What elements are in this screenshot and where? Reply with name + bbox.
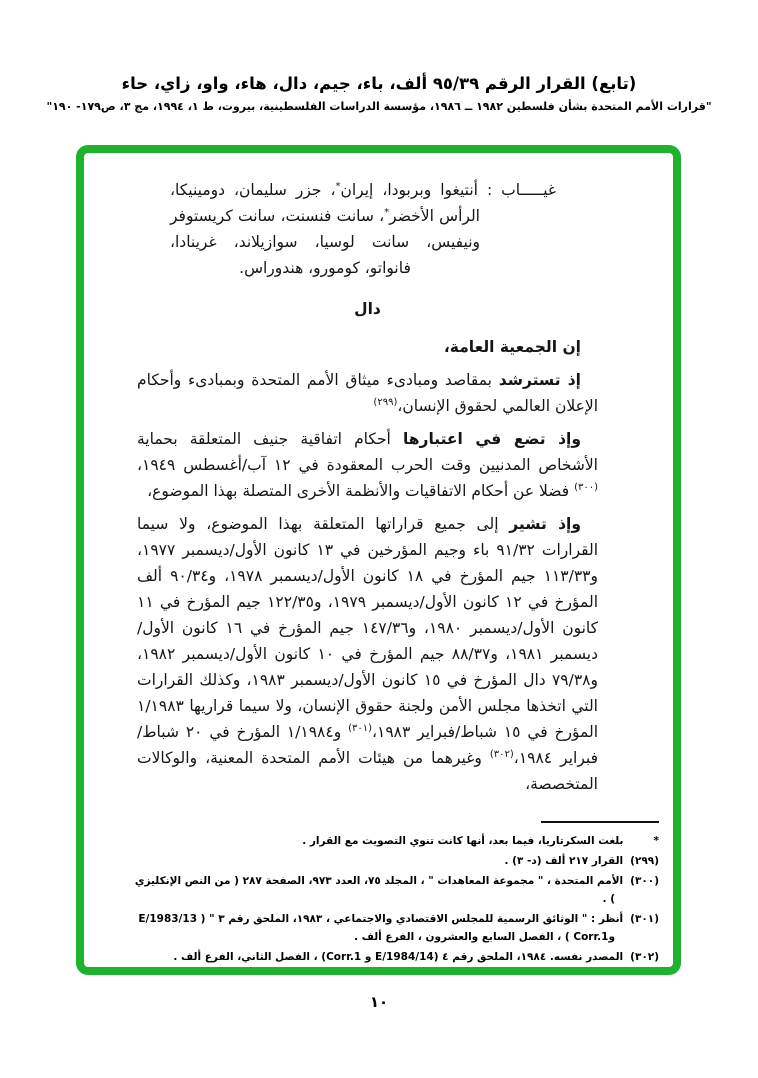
text-run: وإذ تضع في اعتبارها [402, 430, 581, 448]
body-paragraph [137, 426, 598, 504]
footnote [129, 832, 659, 850]
footnote-text: القرار ٢١٧ ألف (د- ٣) . [504, 855, 624, 867]
paragraph-list [137, 334, 598, 797]
absence-label: غيـــــاب : [477, 181, 556, 199]
footnote-reference: (٣٠٠) [574, 481, 598, 493]
text-run: ، سانت فنسنت، سانت كريستوفر ونيفيس، سانت لوسيا، سوازيلاند، غرينادا، فانواتو، كومورو، هندوراس. [170, 207, 480, 277]
section-heading-dal: دال [354, 300, 381, 318]
text-run: و١/١٩٨٤ المؤرخ في ٢٠ شباط/فبراير ١٩٨٤، [137, 723, 598, 767]
footnote-text: أنظر : " الوثائق الرسمية للمجلس الاقتصادي والاجتماعي ، ١٩٨٣، الملحق رقم ٣ " ( E/1983/13 وCorr.1 ) ، الفصل السابع والعشرون ، الفرع ألف . [138, 913, 624, 943]
footnote-reference: (٣٠١) [348, 722, 372, 734]
footnote-label: (٣٠٠) [630, 875, 659, 887]
footnote-label: (٣٠٢) [630, 951, 659, 963]
footnote-reference: * [335, 180, 341, 192]
text-run: أنتيغوا وبربودا، إيران [340, 181, 478, 199]
text-run: وإذ تشير [509, 515, 581, 533]
footnote-text: الأمم المتحدة ، " مجموعة المعاهدات " ، المجلد ٧٥، العدد ٩٧٣، الصفحة ٢٨٧ ( من النص الإنكليزي ) . [134, 875, 624, 905]
footnote-reference: (٣٠٢) [489, 748, 514, 760]
footnote-list [129, 832, 659, 966]
footnote [129, 948, 659, 966]
footnote-reference: * [384, 206, 390, 218]
green-frame [76, 145, 681, 975]
page-number: ١٠ [369, 993, 389, 1011]
footnote-text: بلغت السكرتاريا، فيما بعد، أنها كانت تنوي التصويت مع القرار . [302, 835, 624, 847]
footnote-label: (٣٠١) [630, 913, 659, 925]
footnote-reference: (٢٩٩) [373, 396, 398, 408]
text-run: إلى جميع قراراتها المتعلقة بهذا الموضوع، ولا سيما القرارات ٩١/٣٢ باء وجيم المؤرخين في ١٣ كانون الأول/ديسمبر ١٩٧٧، و١١٣/٣٣ جيم المؤرخ في ١٨ كانون الأول/ديسمبر ١٩٧٨، و٩٠/٣٤ ألف المؤرخ في ١٢ كانون الأول/ديسمبر ١٩٧٩، و١٢٢/٣٥ جيم المؤرخ في ١١ كانون الأول/ديسمبر ١٩٨٠، و١٤٧/٣٦ جيم المؤرخ في ١٦ كانون الأول/ديسمبر ١٩٨١، و٨٨/٣٧ جيم المؤرخ في ١٠ كانون الأول/ديسمبر ١٩٨٢، و٧٩/٣٨ دال المؤرخ في ١٥ كانون الأول/ديسمبر ١٩٨٣، وكذلك القرارات التي اتخذها مجلس الأمن ولجنة حقوق الإنسان، ولا سيما قراريها ١/١٩٨٣ المؤرخ في ١٥ شباط/فبراير ١٩٨٣، [137, 515, 599, 741]
text-run: أحكام اتفاقية جنيف المتعلقة بحماية الأشخاص المدنيين وقت الحرب المعقودة في ١٢ آب/أغسطس ١٩٤٩، [137, 430, 598, 474]
frame-content [84, 153, 673, 966]
text-run: وغيرهما من هيئات الأمم المتحدة المعنية، والوكالات المتخصصة، [137, 749, 598, 793]
source-subtitle: "قرارات الأمم المتحدة بشأن فلسطين ١٩٨٢ ــ ١٩٨٦، مؤسسة الدراسات الفلسطينية، بيروت، ط ١، ١٩٩٤، مج ٣، ص١٧٩- ١٩٠" [46, 100, 712, 113]
footnote [129, 872, 659, 908]
footnote-text: المصدر نفسه. ١٩٨٤، الملحق رقم ٤ (E/1984/14 و Corr.1) ، الفصل الثاني، الفرع ألف . [173, 951, 624, 963]
body-paragraph [137, 334, 598, 360]
absence-paragraph [137, 177, 598, 281]
footnote-label: * [653, 835, 659, 847]
document-header [0, 74, 758, 113]
body-paragraph [137, 367, 598, 419]
text-run: فضلا عن أحكام الاتفاقيات والأنظمة الأخرى المتصلة بهذا الموضوع، [147, 482, 575, 500]
body-paragraph [137, 511, 598, 797]
text-run: ، جزر سليمان، دومينيكا، الرأس الأخضر [170, 181, 480, 225]
footnote [129, 852, 659, 870]
footnote-separator [541, 821, 659, 823]
text-run: إن الجمعية العامة، [443, 338, 581, 356]
resolution-title: (تابع) القرار الرقم ٩٥/٣٩ ألف، باء، جيم، دال، هاء، واو، زاي، حاء [121, 74, 637, 93]
footnotes-block [129, 821, 659, 966]
footnote [129, 910, 659, 946]
absence-text [170, 181, 480, 277]
footnote-label: (٢٩٩) [630, 855, 659, 867]
text-run: بمقاصد ومبادىء ميثاق الأمم المتحدة وبمبادىء وأحكام الإعلان العالمي لحقوق الإنسان، [137, 371, 598, 415]
text-run: إذ تسترشد [498, 371, 581, 389]
body-column [137, 177, 598, 797]
